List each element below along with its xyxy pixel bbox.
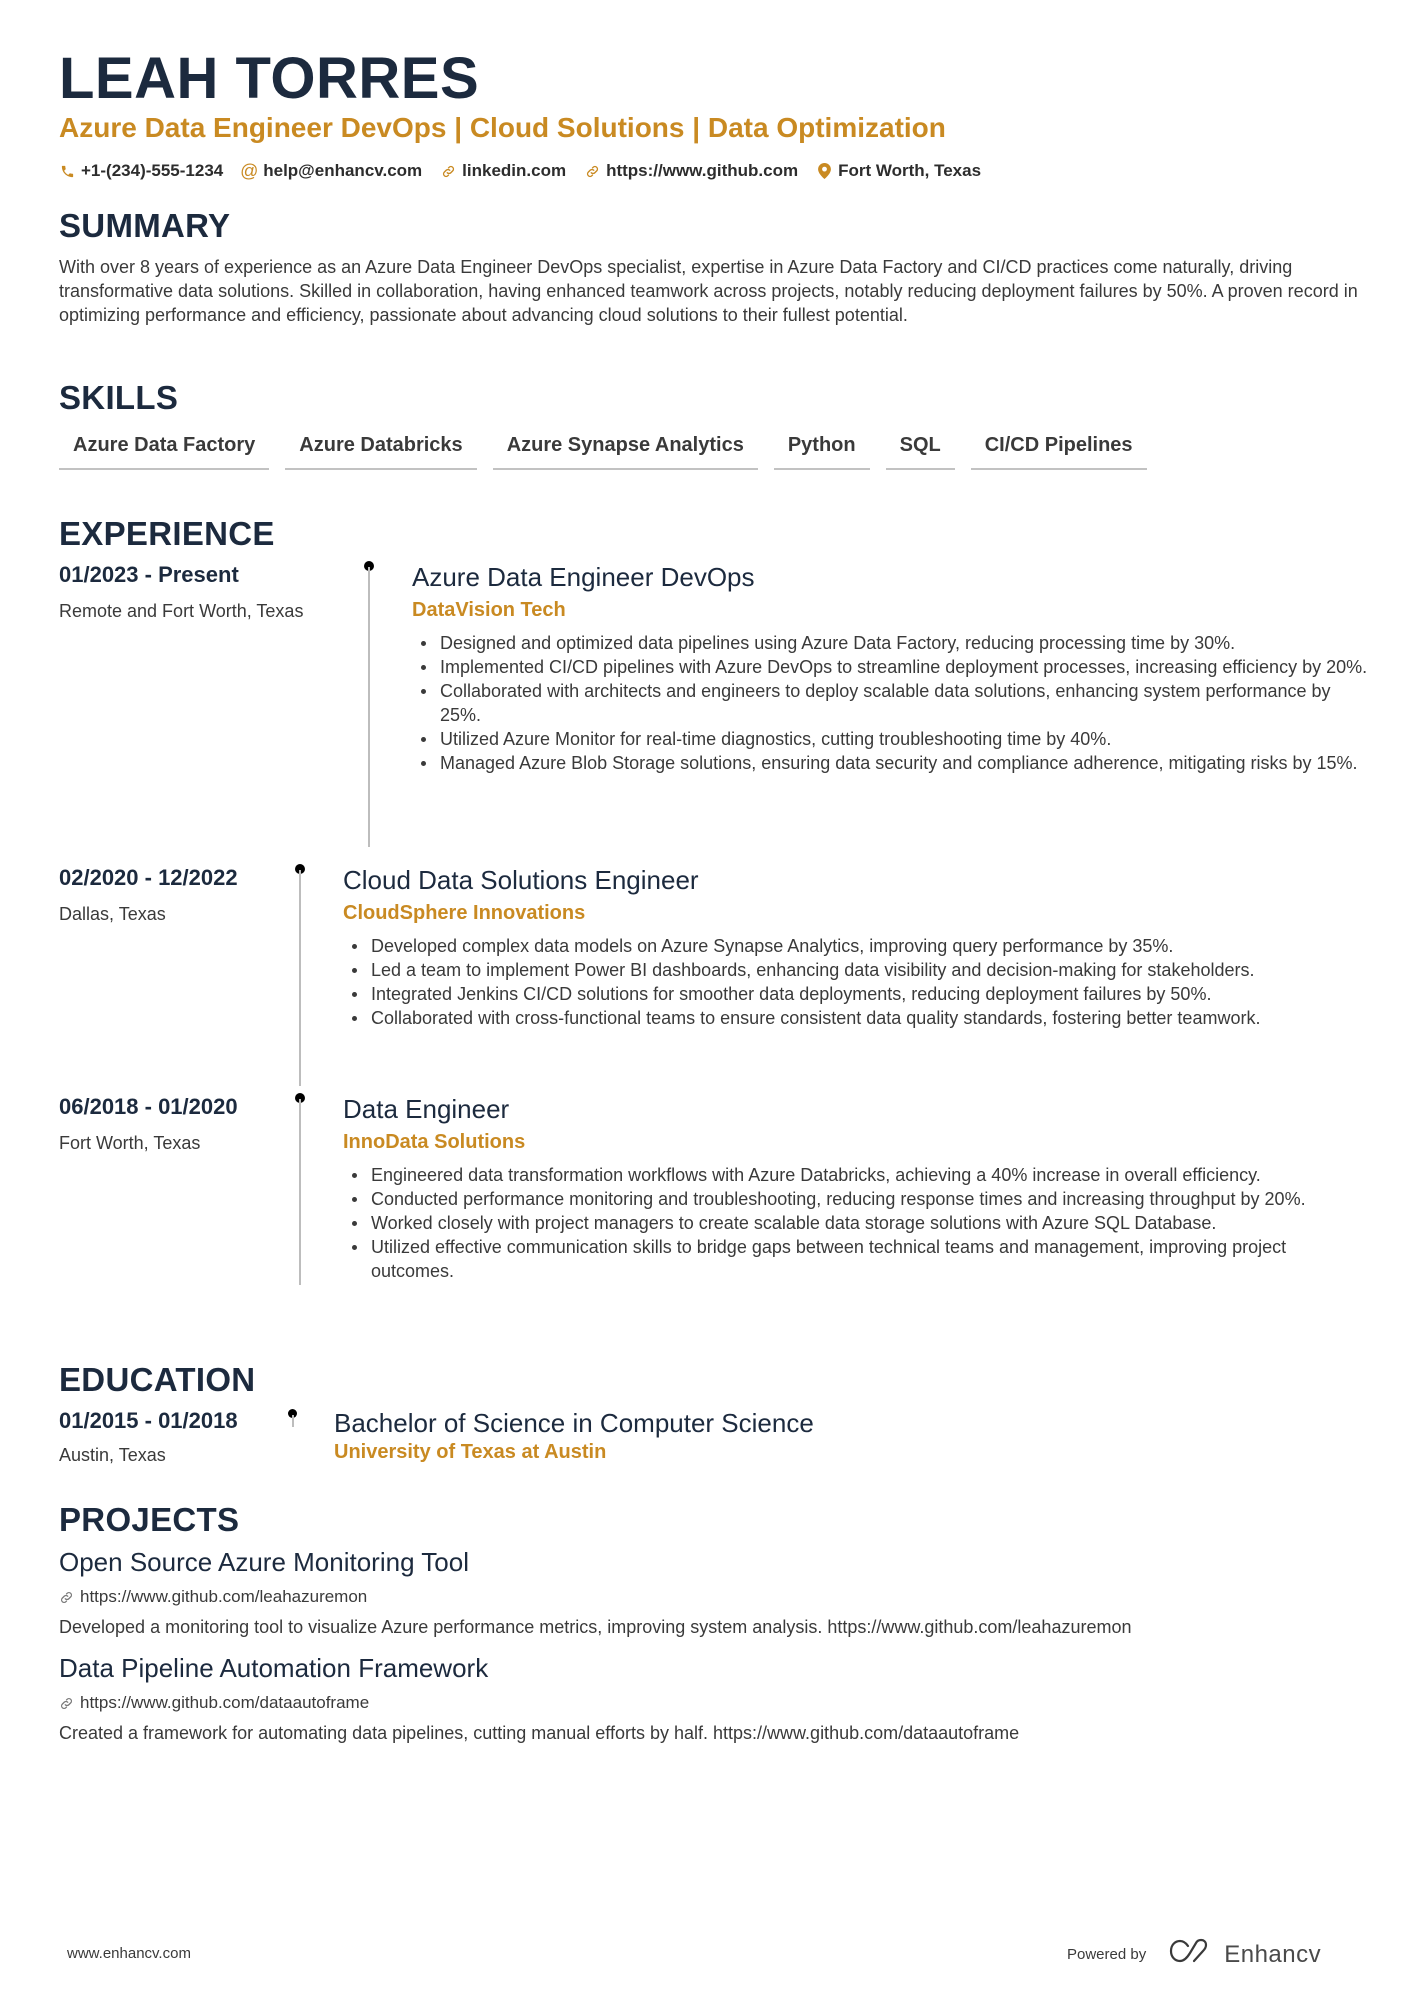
contact-phone-text: +1-(234)-555-1234 (81, 161, 224, 180)
job-location: Fort Worth, Texas (59, 1133, 201, 1153)
job-details (412, 561, 1372, 775)
at-icon: @ (240, 161, 259, 181)
skill-tag: CI/CD Pipelines (971, 432, 1147, 470)
summary-text: With over 8 years of experience as an Azure Data Engineer DevOps specialist, expertise in Azure Data Factory and CI/CD practices come naturally, driving transformative data solutions. Skilled in collaboration, having enhanced teamwork across projects, notably reducing deployment failures by 50%. A proven record in optimizing performance and efficiency, passionate about advancing cloud solutions to their fullest potential. (59, 257, 1358, 325)
job-bullets (343, 1163, 1363, 1283)
project-link-text: https://www.github.com/leahazuremon (80, 1587, 368, 1606)
job-bullet: Conducted performance monitoring and troubleshooting, reducing response times and increasing throughput by 20%. (343, 1187, 1363, 1211)
job-location: Dallas, Texas (59, 904, 166, 924)
job-bullet: Utilized Azure Monitor for real-time diagnostics, cutting troubleshooting time by 40%. (412, 727, 1372, 751)
powered-by-label: Powered by (1067, 1946, 1147, 1963)
job-bullet: Collaborated with architects and engineers to deploy scalable data solutions, enhancing system performance by 25%. (412, 679, 1372, 727)
education-location: Austin, Texas (59, 1445, 166, 1465)
education-date: 01/2015 - 01/2018 (59, 1408, 238, 1433)
contact-github-text: https://www.github.com (606, 161, 799, 180)
project-title: Data Pipeline Automation Framework (59, 1653, 489, 1683)
project-title: Open Source Azure Monitoring Tool (59, 1547, 469, 1577)
skills-list (59, 432, 1147, 470)
link-icon (584, 163, 600, 179)
job-bullet: Collaborated with cross-functional teams to ensure consistent data quality standards, fostering better teamwork. (343, 1006, 1363, 1030)
job-bullet: Utilized effective communication skills to bridge gaps between technical teams and management, improving project outcomes. (343, 1235, 1363, 1283)
job-details (343, 1093, 1363, 1283)
job-company: CloudSphere Innovations (343, 902, 586, 924)
link-icon (59, 1590, 74, 1605)
project-link-text: https://www.github.com/dataautoframe (80, 1693, 370, 1712)
contact-linkedin[interactable] (440, 160, 566, 182)
project-description: Developed a monitoring tool to visualize Azure performance metrics, improving system analysis. https://www.github.com/leahazuremon (59, 1617, 1132, 1637)
skill-tag: Python (774, 432, 870, 470)
enhancv-logo[interactable] (1168, 1938, 1321, 1971)
summary-heading: SUMMARY (59, 207, 231, 244)
contact-phone[interactable] (59, 160, 223, 182)
skill-tag: Azure Data Factory (59, 432, 269, 470)
timeline-line (299, 870, 301, 1086)
skill-tag: Azure Synapse Analytics (493, 432, 758, 470)
job-location: Remote and Fort Worth, Texas (59, 601, 304, 621)
education-details (334, 1407, 1334, 1465)
job-bullets (343, 934, 1363, 1030)
job-company: InnoData Solutions (343, 1131, 526, 1153)
job-bullet: Developed complex data models on Azure Synapse Analytics, improving query performance by 35%. (343, 934, 1363, 958)
contact-email-text: help@enhancv.com (263, 161, 423, 180)
timeline-line (292, 1415, 294, 1427)
project-link[interactable] (59, 1692, 369, 1714)
timeline-line (299, 1099, 301, 1285)
timeline-line (368, 567, 370, 847)
footer-website-link[interactable]: www.enhancv.com (67, 1945, 191, 1962)
job-bullet: Managed Azure Blob Storage solutions, ensuring data security and compliance adherence, mitigating risks by 15%. (412, 751, 1372, 775)
job-date: 01/2023 - Present (59, 562, 239, 587)
job-bullet: Integrated Jenkins CI/CD solutions for smoother data deployments, reducing deployment failures by 50%. (343, 982, 1363, 1006)
job-date: 06/2018 - 01/2020 (59, 1094, 238, 1119)
footer-branding (1067, 1938, 1321, 1971)
candidate-headline: Azure Data Engineer DevOps | Cloud Solutions | Data Optimization (59, 112, 946, 143)
skill-tag: SQL (886, 432, 955, 470)
job-bullet: Designed and optimized data pipelines using Azure Data Factory, reducing processing time by 30%. (412, 631, 1372, 655)
contact-bar (59, 160, 981, 182)
job-bullet: Implemented CI/CD pipelines with Azure DevOps to streamline deployment processes, increasing efficiency by 20%. (412, 655, 1372, 679)
location-pin-icon (816, 163, 832, 179)
phone-icon (59, 163, 75, 179)
job-title: Data Engineer (343, 1094, 510, 1124)
job-title: Azure Data Engineer DevOps (412, 562, 755, 592)
job-bullets (412, 631, 1372, 775)
projects-heading: PROJECTS (59, 1501, 240, 1538)
job-bullet: Led a team to implement Power BI dashboards, enhancing data visibility and decision-making for stakeholders. (343, 958, 1363, 982)
education-school: University of Texas at Austin (334, 1441, 607, 1463)
job-bullet: Worked closely with project managers to create scalable data storage solutions with Azure SQL Database. (343, 1211, 1363, 1235)
enhancv-logo-text: Enhancv (1224, 1940, 1322, 1968)
contact-location-text: Fort Worth, Texas (838, 161, 982, 180)
contact-location (816, 160, 981, 182)
skills-heading: SKILLS (59, 379, 179, 416)
candidate-name: LEAH TORRES (59, 46, 480, 111)
link-icon (440, 163, 456, 179)
job-company: DataVision Tech (412, 599, 566, 621)
contact-email[interactable] (241, 160, 422, 182)
skill-tag: Azure Databricks (285, 432, 476, 470)
experience-heading: EXPERIENCE (59, 515, 275, 552)
project-description: Created a framework for automating data pipelines, cutting manual efforts by half. https://www.github.com/dataautoframe (59, 1723, 1020, 1743)
contact-linkedin-text: linkedin.com (462, 161, 567, 180)
link-icon (59, 1696, 74, 1711)
project-link[interactable] (59, 1586, 367, 1608)
education-heading: EDUCATION (59, 1361, 256, 1398)
job-title: Cloud Data Solutions Engineer (343, 865, 699, 895)
job-bullet: Engineered data transformation workflows with Azure Databricks, achieving a 40% increase in overall efficiency. (343, 1163, 1363, 1187)
enhancv-logo-icon (1168, 1938, 1214, 1971)
education-degree: Bachelor of Science in Computer Science (334, 1408, 814, 1438)
job-date: 02/2020 - 12/2022 (59, 865, 238, 890)
job-details (343, 864, 1363, 1030)
contact-github[interactable] (584, 160, 798, 182)
